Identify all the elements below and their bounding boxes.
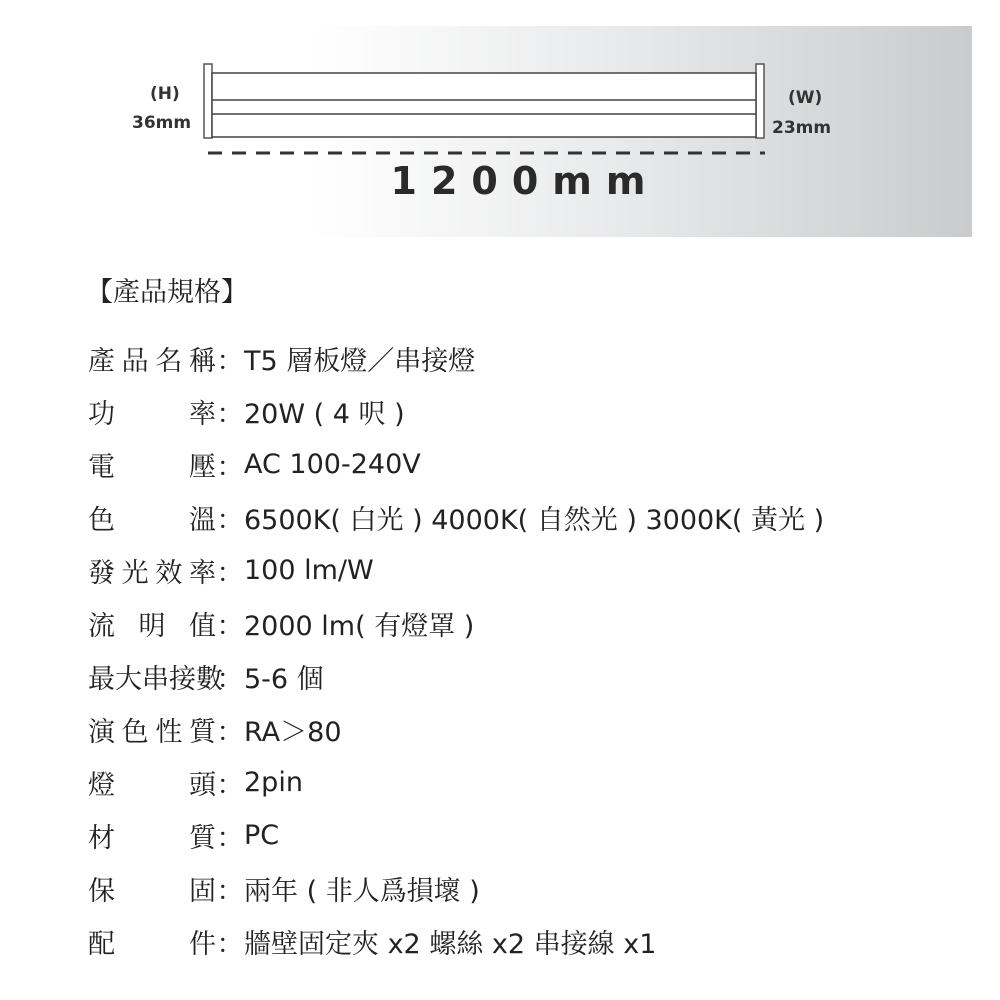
spec-key: 發光效率	[88, 558, 216, 589]
spec-row-accessories	[88, 915, 824, 968]
spec-row-voltage	[88, 438, 824, 491]
spec-key: 材質	[88, 823, 216, 854]
spec-key: 燈頭	[88, 770, 216, 801]
spec-colon: ：	[216, 399, 244, 430]
spec-row-product-name	[88, 332, 824, 385]
lamp-body	[212, 73, 756, 137]
spec-key: 電壓	[88, 452, 216, 483]
spec-value: 牆壁固定夾 x2 螺絲 x2 串接線 x1	[244, 929, 657, 960]
spec-row-lumen	[88, 597, 824, 650]
spec-row-efficacy	[88, 544, 824, 597]
spec-key: 配件	[88, 929, 216, 960]
spec-key: 產品名稱	[88, 346, 216, 377]
spec-value: T5 層板燈／串接燈	[244, 346, 476, 377]
lamp-right-endcap	[756, 64, 764, 138]
spec-value: 6500K( 白光 ) 4000K( 自然光 ) 3000K( 黃光 )	[244, 505, 825, 536]
spec-key: 功率	[88, 399, 216, 430]
spec-value: 100 lm/W	[244, 555, 374, 586]
spec-value: PC	[244, 820, 280, 851]
spec-row-power	[88, 385, 824, 438]
spec-row-color-rendering	[88, 703, 824, 756]
spec-colon: ：	[216, 611, 244, 642]
spec-value: RA＞80	[244, 717, 342, 748]
spec-colon: ：	[216, 929, 244, 960]
width-label-value: 23mm	[772, 118, 832, 138]
spec-key: 演色性質	[88, 717, 216, 748]
spec-value: AC 100-240V	[244, 449, 421, 480]
spec-colon: ：	[216, 717, 244, 748]
spec-key: 色溫	[88, 505, 216, 536]
spec-value: 兩年 ( 非人爲損壞 )	[244, 876, 480, 907]
spec-colon: ：	[216, 346, 244, 377]
spec-row-max-connection	[88, 650, 824, 703]
spec-colon: ：	[216, 823, 244, 854]
spec-colon: ：	[216, 876, 244, 907]
spec-value: 5-6 個	[244, 664, 324, 695]
spec-key: 最大串接數	[88, 664, 223, 695]
spec-value: 20W ( 4 呎 )	[244, 399, 405, 430]
spec-row-warranty	[88, 862, 824, 915]
spec-colon: ：	[216, 664, 244, 695]
spec-value: 2000 lm( 有燈罩 )	[244, 611, 475, 642]
spec-key: 保固	[88, 876, 216, 907]
spec-colon: ：	[216, 558, 244, 589]
spec-row-material	[88, 809, 824, 862]
spec-row-lamp-base	[88, 756, 824, 809]
spec-row-color-temperature	[88, 491, 824, 544]
spec-colon: ：	[216, 770, 244, 801]
height-label-value: 36mm	[132, 113, 192, 133]
spec-colon: ：	[216, 505, 244, 536]
spec-list	[88, 332, 824, 968]
lamp-left-endcap	[204, 64, 212, 138]
spec-key: 流明值	[88, 611, 216, 642]
width-label-top: (W)	[788, 88, 823, 108]
spec-section-title: 【產品規格】	[86, 277, 248, 308]
spec-colon: ：	[216, 452, 244, 483]
spec-value: 2pin	[244, 767, 303, 798]
length-label: 1200mm	[390, 159, 660, 203]
height-label-top: (H)	[150, 84, 180, 104]
